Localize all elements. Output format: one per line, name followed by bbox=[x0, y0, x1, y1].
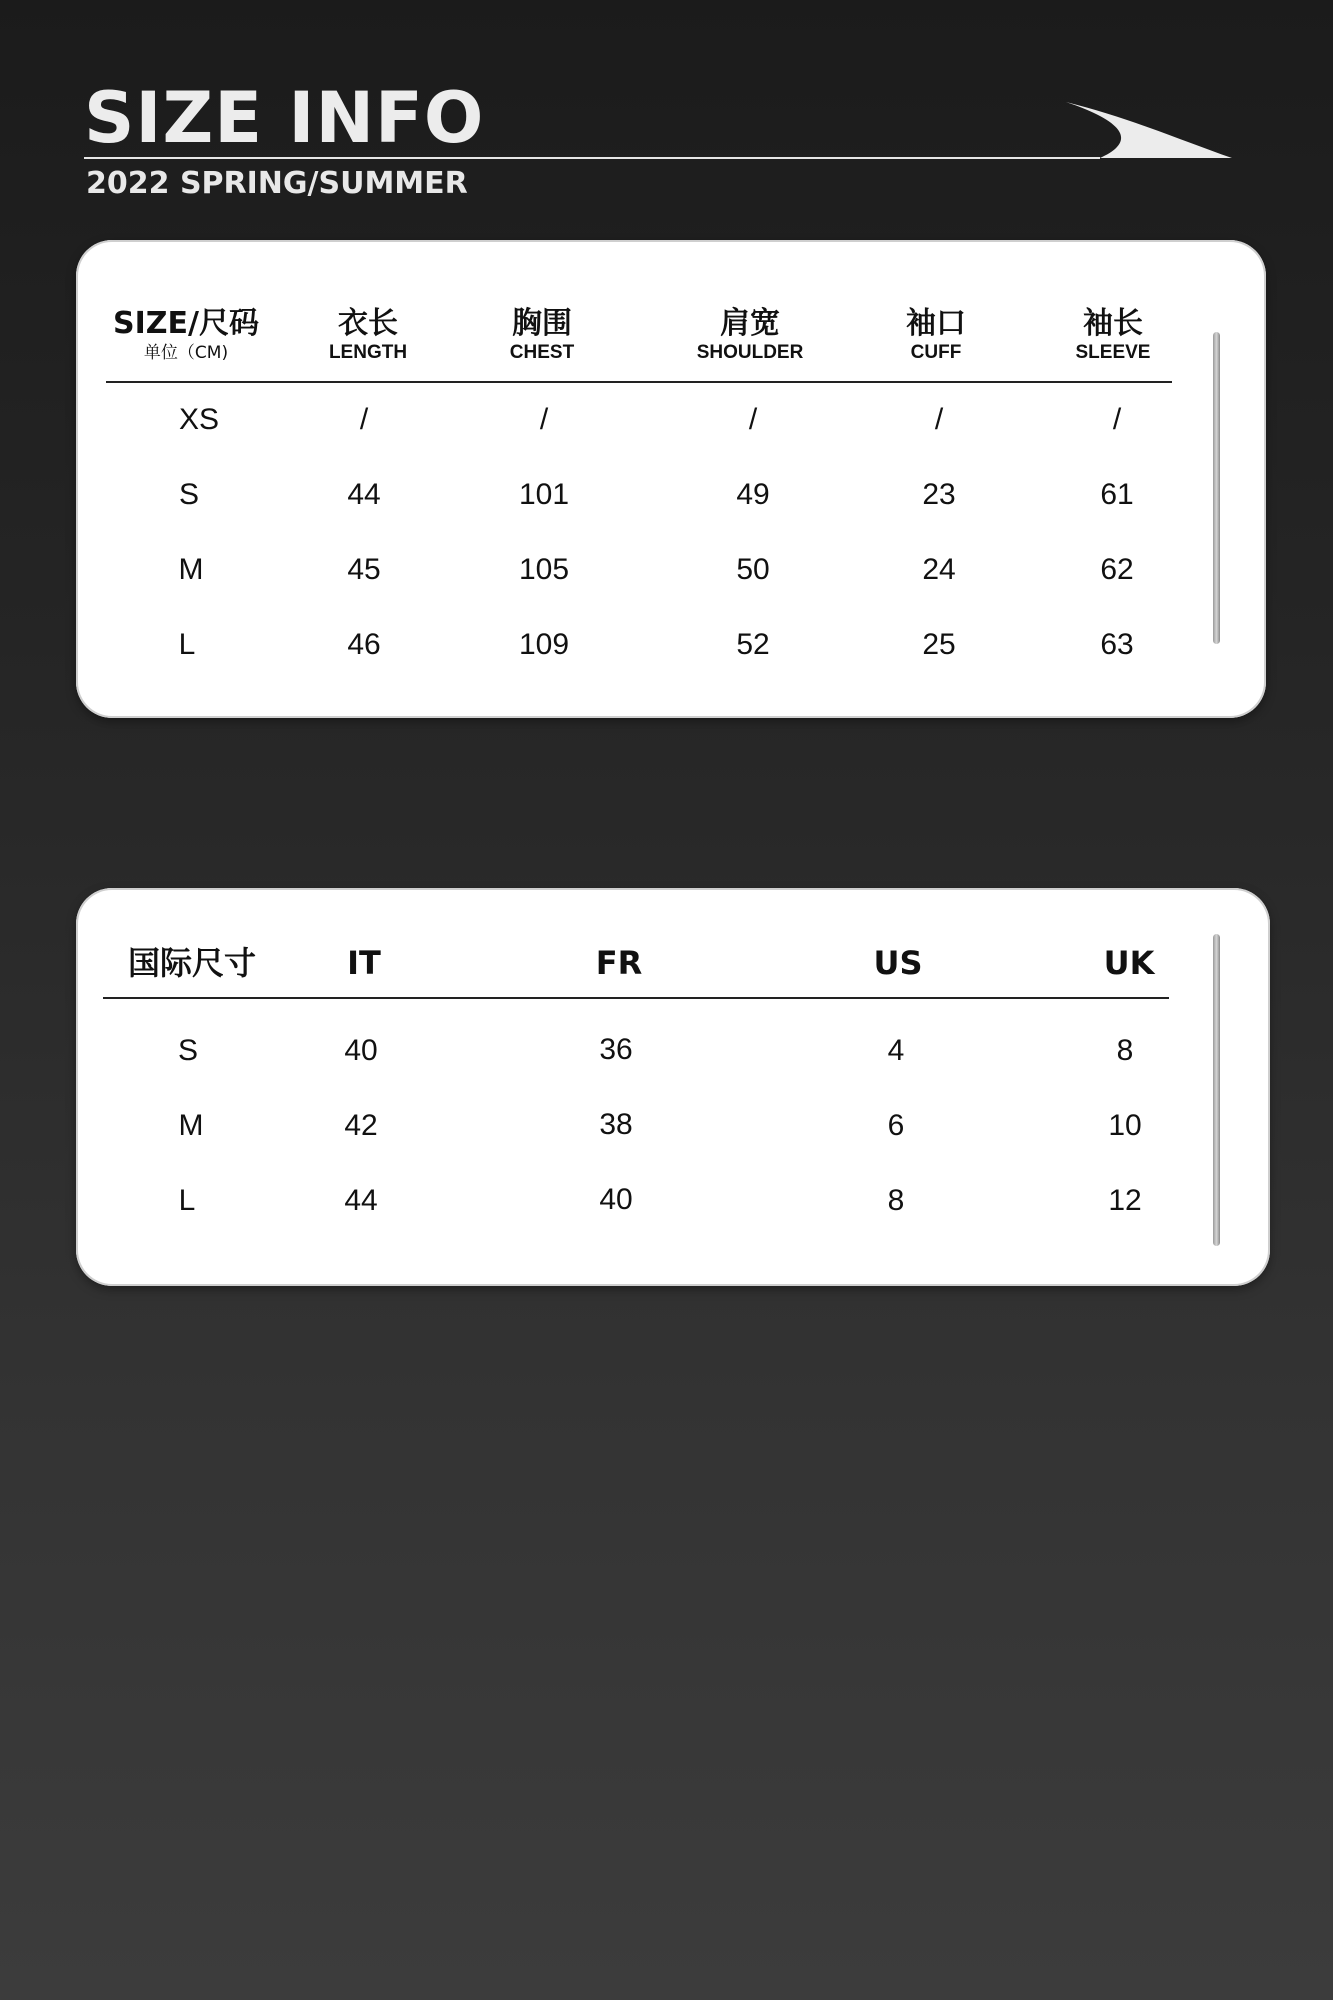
header-size: SIZE/尺码 单位（CM) bbox=[113, 306, 259, 363]
table-cell: 8 bbox=[1116, 1034, 1134, 1067]
header-us: US bbox=[873, 944, 923, 982]
scrollbar[interactable] bbox=[1213, 332, 1220, 644]
table-cell: L bbox=[178, 628, 196, 661]
table-cell: 44 bbox=[344, 1184, 378, 1217]
table-cell: 109 bbox=[518, 628, 570, 661]
table-cell: / bbox=[1112, 403, 1122, 436]
table-cell: S bbox=[177, 1034, 198, 1067]
table-cell: / bbox=[748, 403, 758, 436]
table-cell: 52 bbox=[736, 628, 770, 661]
table-cell: 10 bbox=[1108, 1109, 1142, 1142]
header-intl-size: 国际尺寸 bbox=[127, 944, 256, 982]
table-cell: 24 bbox=[922, 553, 956, 586]
table-cell: 12 bbox=[1108, 1184, 1142, 1217]
table-cell: 46 bbox=[347, 628, 381, 661]
header-fr: FR bbox=[595, 944, 643, 982]
table-cell: 6 bbox=[887, 1109, 905, 1142]
table-cell: 38 bbox=[599, 1108, 633, 1141]
header-divider bbox=[103, 997, 1169, 999]
table-cell: 25 bbox=[922, 628, 956, 661]
table-cell: 105 bbox=[518, 553, 570, 586]
scrollbar[interactable] bbox=[1213, 934, 1220, 1246]
size-table-card bbox=[76, 240, 1266, 718]
table-cell: 101 bbox=[518, 478, 570, 511]
table-cell: 44 bbox=[347, 478, 381, 511]
table-cell: 42 bbox=[344, 1109, 378, 1142]
page-header bbox=[0, 0, 1333, 220]
header-it: IT bbox=[347, 944, 381, 982]
header-divider bbox=[106, 381, 1172, 383]
header-length: 衣长 LENGTH bbox=[328, 306, 408, 363]
page-title: SIZE INFO bbox=[84, 77, 485, 159]
header-cuff: 袖口 CUFF bbox=[906, 306, 966, 363]
table-cell: 8 bbox=[887, 1184, 905, 1217]
table-cell: 49 bbox=[736, 478, 770, 511]
table-cell: XS bbox=[178, 403, 220, 436]
table-cell: 40 bbox=[599, 1183, 633, 1216]
table-cell: L bbox=[178, 1184, 196, 1217]
table-cell: 4 bbox=[887, 1034, 905, 1067]
table-cell: 45 bbox=[347, 553, 381, 586]
page-subtitle: 2022 SPRING/SUMMER bbox=[86, 166, 468, 201]
header-sleeve: 袖长 SLEEVE bbox=[1075, 306, 1151, 363]
header-chest: 胸围 CHEST bbox=[509, 306, 575, 363]
table-cell: M bbox=[178, 553, 204, 586]
table-cell: 50 bbox=[736, 553, 770, 586]
table-cell: 36 bbox=[599, 1033, 633, 1066]
table-cell: / bbox=[539, 403, 549, 436]
table-cell: 61 bbox=[1100, 478, 1134, 511]
header-shoulder: 肩宽 SHOULDER bbox=[696, 306, 804, 363]
table-cell: / bbox=[359, 403, 369, 436]
intl-size-table-card bbox=[76, 888, 1270, 1286]
table-cell: 40 bbox=[344, 1034, 378, 1067]
table-cell: 23 bbox=[922, 478, 956, 511]
table-cell: M bbox=[178, 1109, 204, 1142]
table-cell: 63 bbox=[1100, 628, 1134, 661]
header-uk: UK bbox=[1103, 944, 1155, 982]
table-cell: / bbox=[934, 403, 944, 436]
table-cell: 62 bbox=[1100, 553, 1134, 586]
table-cell: S bbox=[178, 478, 199, 511]
